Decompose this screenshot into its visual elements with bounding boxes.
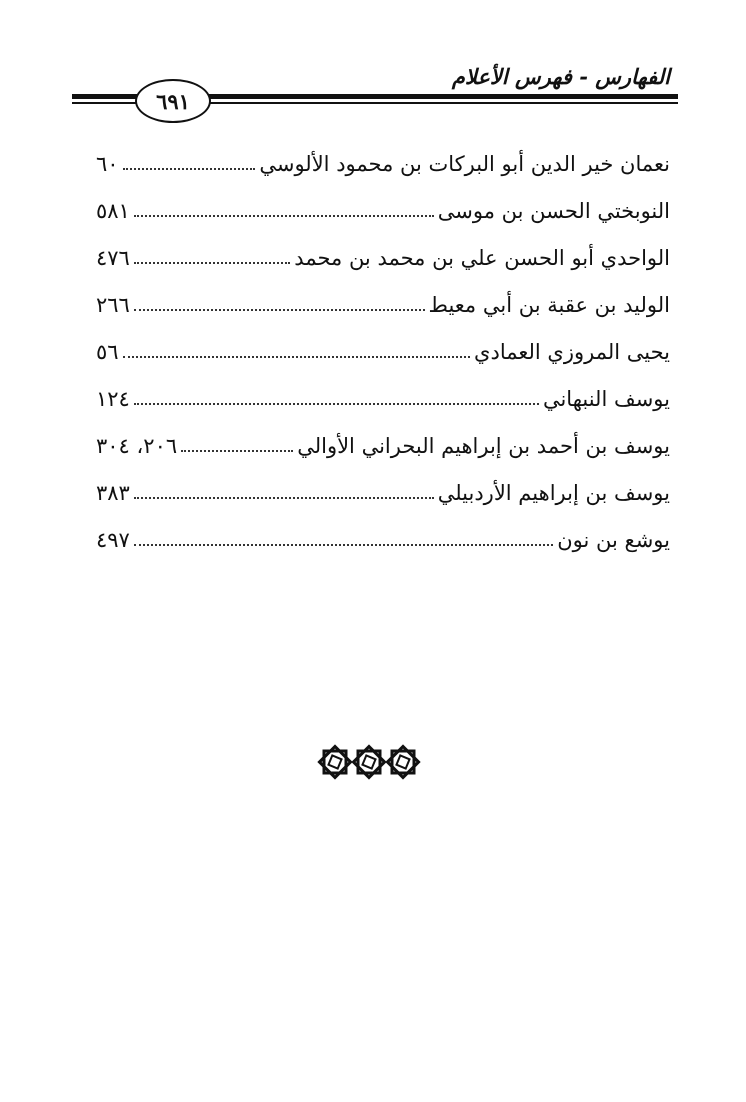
entry-name: الواحدي أبو الحسن علي بن محمد بن محمد xyxy=(294,245,670,270)
index-entry xyxy=(96,234,670,281)
entry-page: ٦٠ xyxy=(96,151,119,176)
leader-dots xyxy=(134,215,434,217)
index-entry xyxy=(96,187,670,234)
entry-name: يوسف بن إبراهيم الأردبيلي xyxy=(437,480,670,505)
leader-dots xyxy=(123,168,256,170)
index-entry xyxy=(96,516,670,563)
entry-name: النوبختي الحسن بن موسى xyxy=(437,198,670,223)
index-entries-list xyxy=(96,140,670,563)
leader-dots xyxy=(134,309,425,311)
index-entry xyxy=(96,140,670,187)
entry-page: ١٢٤ xyxy=(96,386,130,411)
index-entry xyxy=(96,469,670,516)
index-entry xyxy=(96,422,670,469)
leader-dots xyxy=(134,497,434,499)
entry-name: يوسف النبهاني xyxy=(542,386,670,411)
entry-page: ٥٨١ xyxy=(96,198,130,223)
page-number-badge xyxy=(135,79,211,123)
index-entry xyxy=(96,375,670,422)
eight-point-star-ornament-icon xyxy=(319,746,350,777)
entry-page: ٢٦٦ xyxy=(96,292,130,317)
entry-name: الوليد بن عقبة بن أبي معيط xyxy=(428,292,670,317)
index-entry xyxy=(96,281,670,328)
entry-page: ٣٨٣ xyxy=(96,480,130,505)
header-title: الفهارس - فهرس الأعلام xyxy=(451,64,670,89)
entry-name: نعمان خير الدين أبو البركات بن محمود الألوسي xyxy=(259,151,670,176)
entry-page: ٤٧٦ xyxy=(96,245,130,270)
leader-dots xyxy=(134,262,290,264)
leader-dots xyxy=(123,356,470,358)
index-entry xyxy=(96,328,670,375)
leader-dots xyxy=(134,403,539,405)
leader-dots xyxy=(181,450,293,452)
entry-page: ٤٩٧ xyxy=(96,527,130,552)
end-ornament xyxy=(317,739,421,785)
eight-point-star-ornament-icon xyxy=(353,746,384,777)
entry-name: يوسف بن أحمد بن إبراهيم البحراني الأوالي xyxy=(297,433,670,458)
entry-name: يوشع بن نون xyxy=(557,527,670,552)
entry-page: ٥٦ xyxy=(96,339,119,364)
page-number: ٦٩١ xyxy=(156,88,190,114)
leader-dots xyxy=(134,544,553,546)
entry-page: ٢٠٦، ٣٠٤ xyxy=(96,433,178,458)
eight-point-star-ornament-icon xyxy=(387,746,418,777)
entry-name: يحيى المروزي العمادي xyxy=(474,339,670,364)
